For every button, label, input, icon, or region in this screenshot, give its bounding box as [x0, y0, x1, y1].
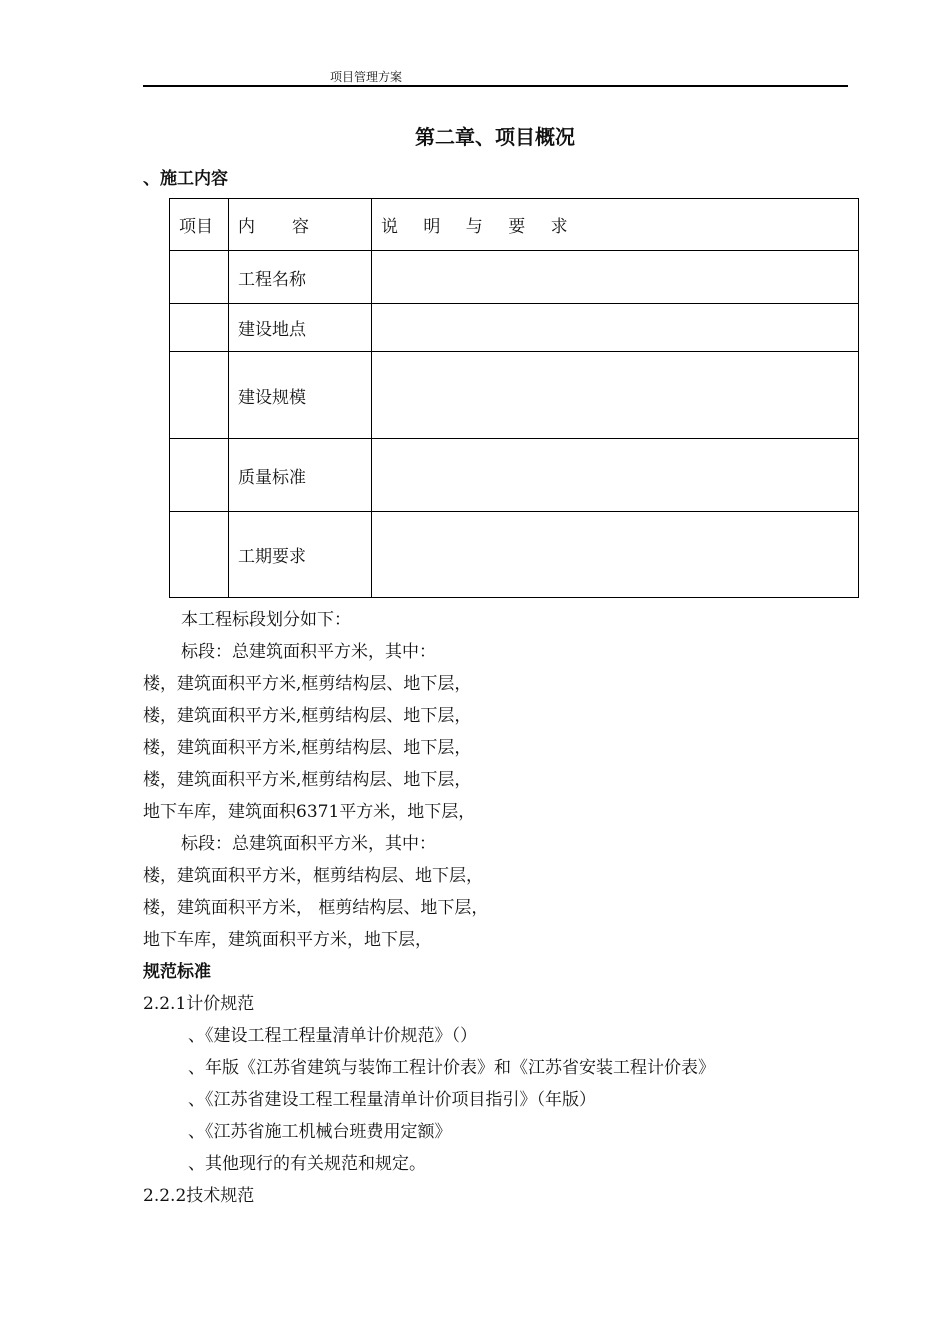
subsection-title: 2.2.2技术规范 — [143, 1186, 255, 1206]
standard-item: 、其他现行的有关规范和规定。 — [188, 1154, 426, 1174]
body-text-line: 楼，建筑面积平方米,框剪结构层、地下层， — [143, 674, 472, 694]
standard-item: 、《江苏省建设工程工程量清单计价项目指引》（年版） — [188, 1090, 596, 1110]
body-text-line: 楼，建筑面积平方米,框剪结构层、地下层， — [143, 706, 472, 726]
body-text-line: 标段：总建筑面积平方米，其中： — [181, 642, 436, 662]
table-cell: 建设地点 — [229, 304, 372, 352]
table-cell — [170, 439, 229, 512]
section-title-standards: 规范标准 — [143, 962, 211, 982]
table-header-cell: 项目 — [170, 199, 229, 251]
body-text-line: 楼，建筑面积平方米,框剪结构层、地下层， — [143, 738, 472, 758]
standard-item: 、年版《江苏省建筑与装饰工程计价表》和《江苏省安装工程计价表》 — [188, 1058, 715, 1078]
page-header-title: 项目管理方案 — [330, 70, 403, 84]
project-overview-table — [169, 198, 859, 598]
table-row — [170, 251, 859, 304]
table-cell — [372, 512, 859, 598]
body-text-line: 地下车库，建筑面积6371平方米，地下层， — [143, 802, 476, 822]
table-row — [170, 352, 859, 439]
table-cell — [170, 512, 229, 598]
table-cell: 工程名称 — [229, 251, 372, 304]
table-cell — [170, 352, 229, 439]
standard-item: 、《江苏省施工机械台班费用定额》 — [188, 1122, 452, 1142]
body-text-line: 楼，建筑面积平方米,框剪结构层、地下层， — [143, 770, 472, 790]
standard-item: 、《建设工程工程量清单计价规范》（） — [188, 1026, 477, 1046]
table-cell — [372, 251, 859, 304]
section-title-construction: 、施工内容 — [143, 169, 228, 189]
table-cell — [372, 352, 859, 439]
body-text-line: 标段：总建筑面积平方米，其中： — [181, 834, 436, 854]
table-cell — [170, 304, 229, 352]
table-cell: 建设规模 — [229, 352, 372, 439]
body-text-line: 楼，建筑面积平方米， 框剪结构层、地下层， — [143, 898, 489, 918]
table-header-cell: 内 容 — [229, 199, 372, 251]
table-row — [170, 304, 859, 352]
table-header-cell: 说 明 与 要 求 — [372, 199, 859, 251]
table-header-row — [170, 199, 859, 251]
table-cell — [372, 304, 859, 352]
table-cell — [170, 251, 229, 304]
chapter-title: 第二章、项目概况 — [415, 125, 575, 149]
table-row — [170, 439, 859, 512]
table-row — [170, 512, 859, 598]
table-cell: 质量标准 — [229, 439, 372, 512]
header-rule — [143, 85, 848, 87]
table-cell — [372, 439, 859, 512]
body-text-line: 楼，建筑面积平方米，框剪结构层、地下层， — [143, 866, 483, 886]
body-text-line: 本工程标段划分如下： — [181, 610, 351, 630]
table-cell: 工期要求 — [229, 512, 372, 598]
subsection-title: 2.2.1计价规范 — [143, 994, 255, 1014]
body-text-line: 地下车库，建筑面积平方米，地下层， — [143, 930, 432, 950]
